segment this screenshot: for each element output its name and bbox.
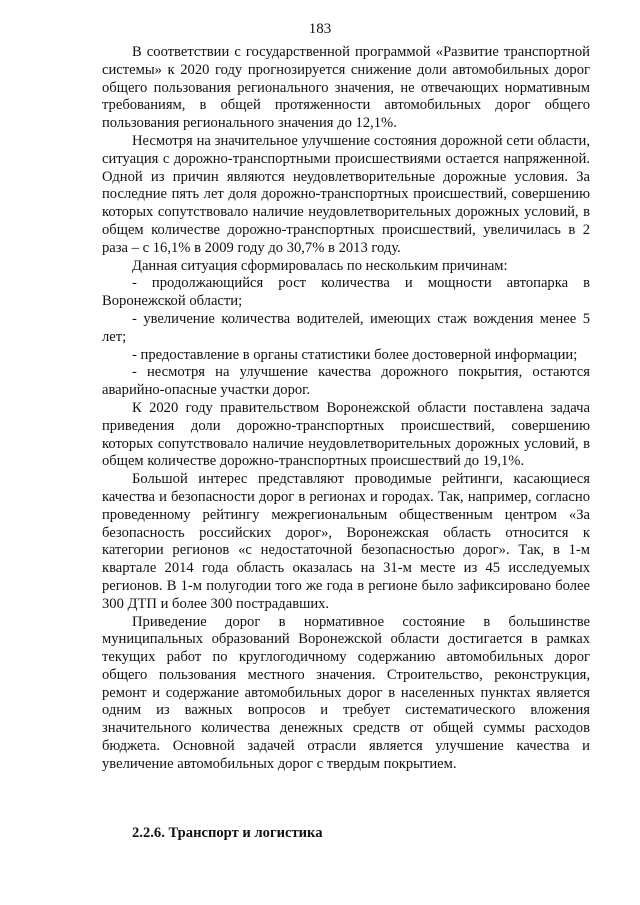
paragraph-2020-goal: К 2020 году правительством Воронежской области поставлена задача приведения доли дорожно-транспортных происшествий, совершению которых сопутствовало наличие неудовлетворительных дорожных условий, в общем количестве дорожно-транспортных происшествий до 19,1%.	[102, 399, 590, 470]
list-item-car-fleet: - продолжающийся рост количества и мощности автопарка в Воронежской области;	[102, 275, 590, 310]
section-heading: 2.2.6. Транспорт и логистика	[132, 825, 323, 841]
paragraph-program-forecast: В соответствии с государственной программой «Развитие транспортной системы» к 2020 году прогнозируется снижение доли автомобильных дорог общего пользования регионального значения, не отвечающих нормативным требованиям, в общей протяженности автомобильных дорог общего пользования регионального значения до 12,1%.	[102, 44, 590, 132]
list-item-dangerous-sections: - несмотря на улучшение качества дорожного покрытия, остаются аварийно-опасные участки дорог.	[102, 364, 590, 399]
paragraph-road-maintenance: Приведение дорог в нормативное состояние в большинстве муниципальных образований Воронежской области достигается в рамках текущих работ по круглогодичному содержанию автомобильных дорог общего пользования местного значения. Строительство, реконструкция, ремонт и содержание автомобильных дорог в населенных пунктах является одним из важных вопросов и требует систематического вложения значительного количества денежных средств от общей суммы расходов бюджета. Основной задачей отрасли является улучшение качества и увеличение автомобильных дорог с твердым покрытием.	[102, 613, 590, 772]
body-text	[102, 44, 590, 774]
paragraph-road-accidents: Несмотря на значительное улучшение состояния дорожной сети области, ситуация с дорожно-транспортными происшествиями остается напряженной. Одной из причин являются неудовлетворительные дорожные условия. За последние пять лет доля дорожно-транспортных происшествий, совершению которых сопутствовало наличие неудовлетворительных дорожных условий, в общем количестве дорожно-транспортных происшествий, увеличилась в 2 раза – с 16,1% в 2009 году до 30,7% в 2013 году.	[102, 132, 590, 256]
page-number: 183	[308, 21, 332, 37]
list-item-new-drivers: - увеличение количества водителей, имеющих стаж вождения менее 5 лет;	[102, 310, 590, 345]
paragraph-ratings: Большой интерес представляют проводимые рейтинги, касающиеся качества и безопасности дорог в регионах и городах. Так, например, согласно проведенному рейтингу межрегиональным общественным центром «За безопасность российских дорог», Воронежская область относится к категории регионов «с недостаточной безопасностью дорог». Так, в 1-м квартале 2014 года область оказалась на 31-м месте из 45 исследуемых регионов. В 1-м полугодии того же года в регионе было зафиксировано более 300 ДТП и более 300 пострадавших.	[102, 471, 590, 612]
paragraph-reasons-intro: Данная ситуация сформировалась по нескольким причинам:	[132, 257, 508, 274]
list-item-statistics: - предоставление в органы статистики более достоверной информации;	[132, 346, 578, 363]
